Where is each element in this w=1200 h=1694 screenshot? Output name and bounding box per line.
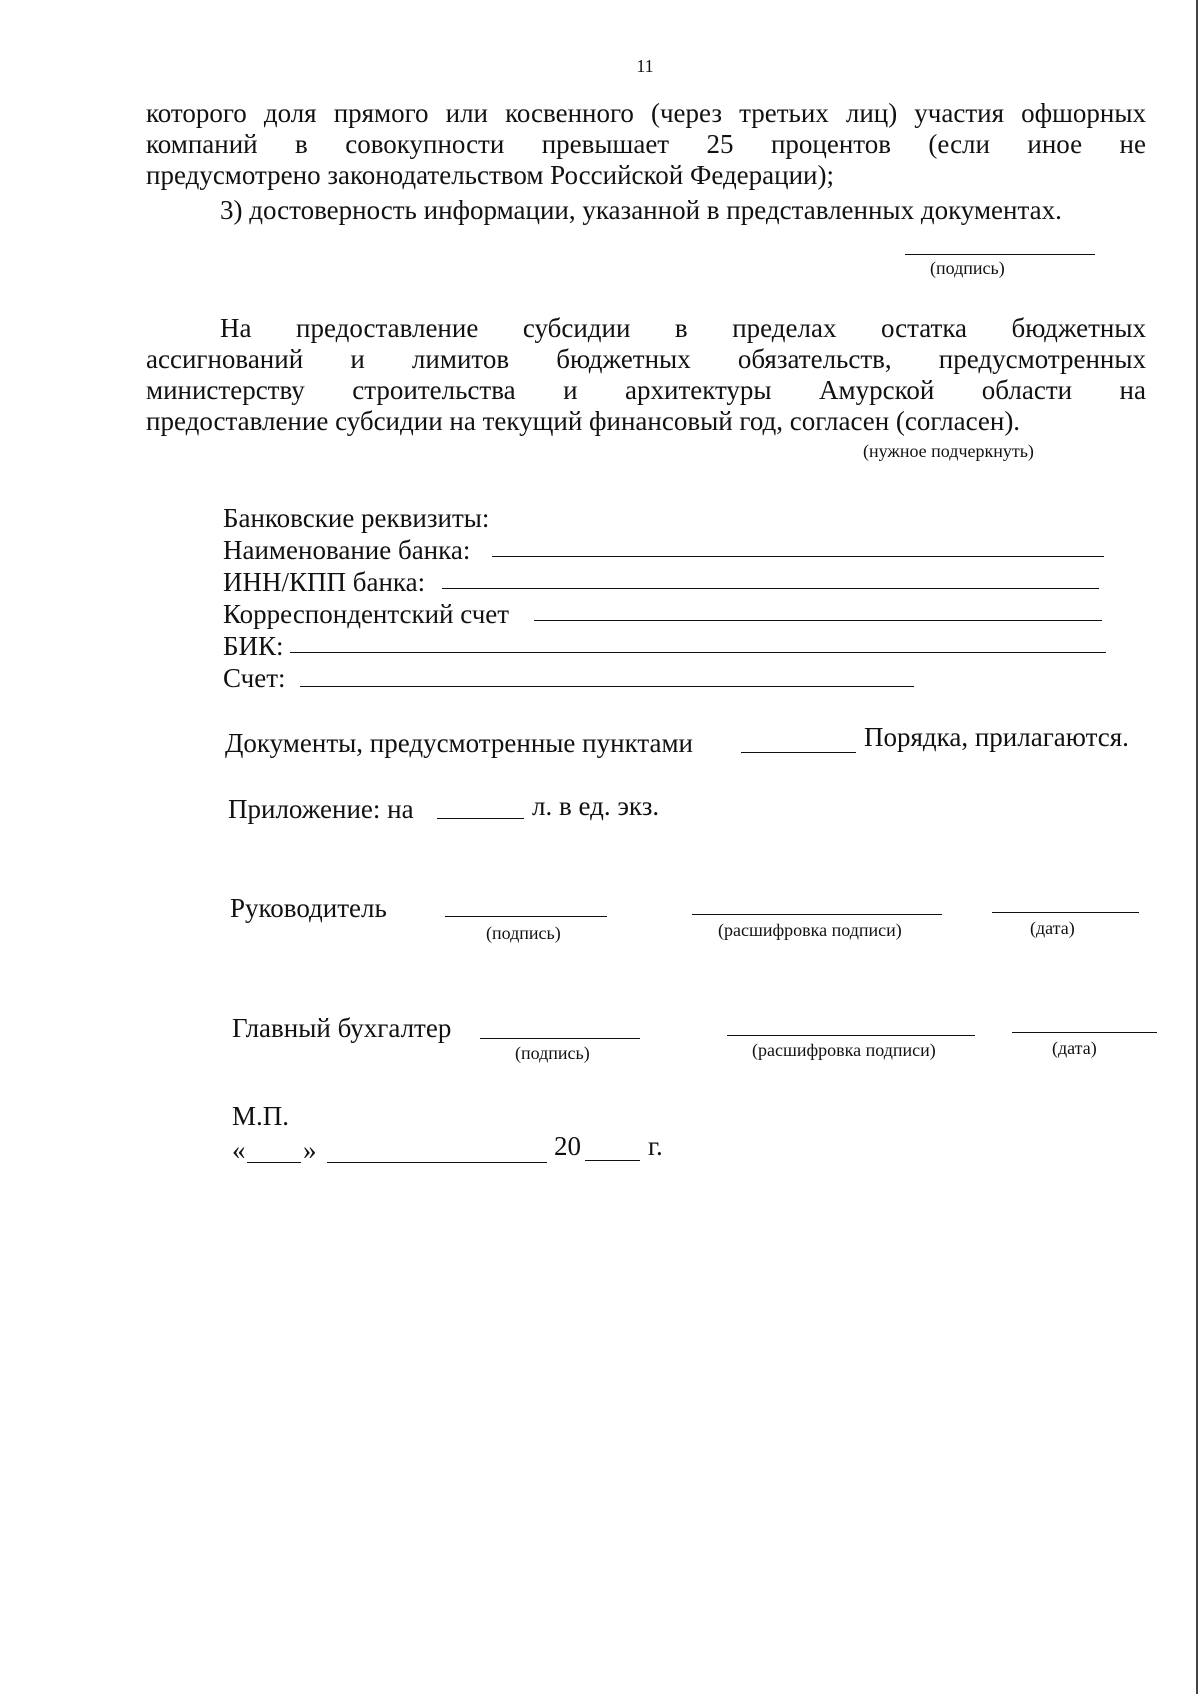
top-paragraph	[146, 98, 1146, 191]
accountant-date-caption: (дата)	[1052, 1038, 1097, 1058]
head-date-field[interactable]	[992, 912, 1139, 913]
date-year-suffix: г.	[648, 1131, 663, 1161]
page-number: 11	[636, 56, 654, 76]
documents-items-field[interactable]	[741, 752, 856, 753]
inn-kpp-label: ИНН/КПП банка:	[223, 567, 426, 597]
accountant-decoding-field[interactable]	[727, 1035, 975, 1036]
head-label: Руководитель	[230, 893, 387, 923]
paragraph-line: На предоставление субсидии в пределах остатка бюджетных	[220, 313, 1146, 343]
date-century: 20	[554, 1131, 581, 1161]
bik-field[interactable]	[290, 652, 1106, 653]
appendix-prefix: Приложение: на	[228, 794, 414, 824]
bik-label: БИК:	[223, 631, 284, 661]
accountant-signature-field[interactable]	[480, 1038, 640, 1039]
head-decoding-caption: (расшифровка подписи)	[718, 920, 902, 940]
underline-note: (нужное подчеркнуть)	[863, 441, 1034, 461]
accountant-label: Главный бухгалтер	[232, 1013, 452, 1043]
appendix-suffix: л. в ед. экз.	[532, 791, 660, 821]
head-signature-caption: (подпись)	[486, 923, 561, 943]
corr-account-field[interactable]	[534, 620, 1102, 621]
bank-name-label: Наименование банка:	[223, 535, 471, 565]
stamp-place: М.П.	[232, 1101, 290, 1131]
documents-suffix: Порядка, прилагаются.	[864, 722, 1129, 752]
date-open-quote: «	[232, 1135, 246, 1165]
head-decoding-field[interactable]	[692, 914, 942, 915]
corr-account-label: Корреспондентский счет	[223, 599, 510, 629]
paragraph-line: предусмотрено законодательством Российской Федерации);	[146, 160, 834, 190]
inn-kpp-field[interactable]	[442, 588, 1099, 589]
accountant-date-field[interactable]	[1012, 1032, 1157, 1033]
signature-line	[905, 254, 1095, 255]
paragraph-line: министерству строительства и архитектуры Амурской области на	[146, 375, 1146, 405]
date-month-field[interactable]	[327, 1162, 547, 1163]
bank-name-field[interactable]	[492, 556, 1104, 557]
date-close-quote: »	[303, 1135, 317, 1165]
paragraph-line: компаний в совокупности превышает 25 процентов (если иное не	[146, 129, 1146, 159]
bank-details-heading: Банковские реквизиты:	[223, 503, 490, 533]
signature-caption: (подпись)	[930, 258, 1005, 278]
account-label: Счет:	[223, 663, 286, 693]
paragraph-line: ассигнований и лимитов бюджетных обязательств, предусмотренных	[146, 344, 1146, 374]
head-date-caption: (дата)	[1030, 918, 1075, 938]
accountant-signature-caption: (подпись)	[515, 1043, 590, 1063]
account-field[interactable]	[300, 686, 914, 687]
appendix-sheets-field[interactable]	[437, 818, 524, 819]
item-3-text: 3) достоверность информации, указанной в представленных документах.	[220, 195, 1062, 225]
date-year-field[interactable]	[585, 1160, 640, 1161]
accountant-decoding-caption: (расшифровка подписи)	[752, 1040, 936, 1060]
documents-prefix: Документы, предусмотренные пунктами	[225, 728, 693, 758]
paragraph-line: предоставление субсидии на текущий финансовый год, согласен (согласен).	[146, 406, 1021, 436]
paragraph-line: которого доля прямого или косвенного (через третьих лиц) участия офшорных	[146, 98, 1146, 128]
scan-edge-line	[1196, 0, 1198, 1694]
date-day-field[interactable]	[247, 1162, 301, 1163]
head-signature-field[interactable]	[445, 916, 607, 917]
consent-paragraph	[146, 313, 1146, 437]
